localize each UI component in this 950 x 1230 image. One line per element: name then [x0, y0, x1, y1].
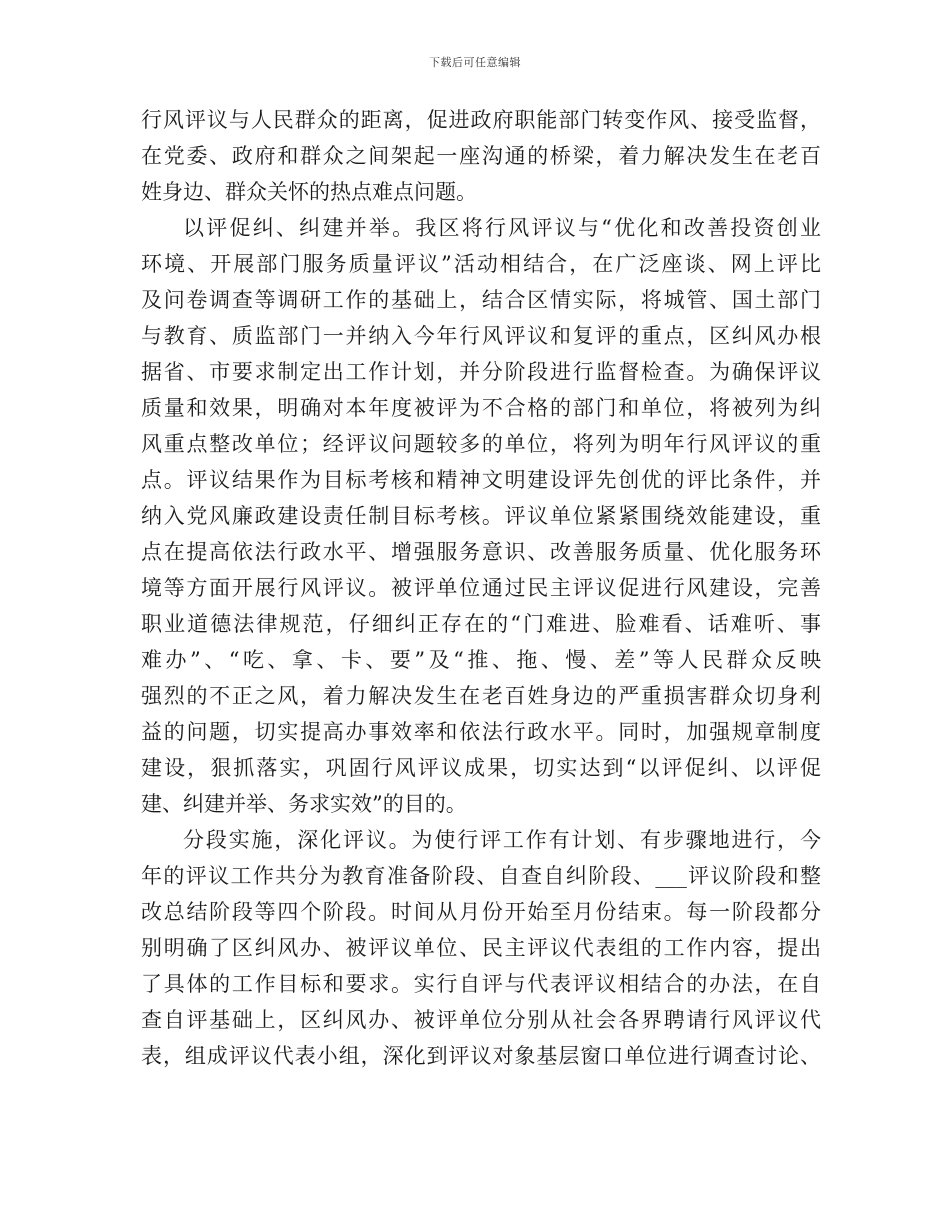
text-line: 表，组成评议代表小组，深化到评议对象基层窗口单位进行调查讨论、: [141, 1044, 821, 1068]
text-line: 强烈的不正之风，着力解决发生在老百姓身边的严重损害群众切身利: [141, 684, 821, 708]
text-line: 点。评议结果作为目标考核和精神文明建设评先创优的评比条件，并: [141, 468, 821, 492]
text-line: 建、纠建并举、务求实效”的目的。: [141, 792, 467, 816]
text-line: 与教育、质监部门一并纳入今年行风评议和复评的重点，区纠风办根: [141, 324, 821, 348]
text-line: 查自评基础上，区纠风办、被评单位分别从社会各界聘请行风评议代: [141, 1008, 821, 1032]
text-line: 改总结阶段等四个阶段。时间从月份开始至月份结束。每一阶段都分: [141, 900, 821, 924]
text-line: 行风评议与人民群众的距离，促进政府职能部门转变作风、接受监督，: [141, 108, 821, 132]
text-line: 了具体的工作目标和要求。实行自评与代表评议相结合的办法，在自: [141, 972, 821, 996]
text-line: 环境、开展部门服务质量评议”活动相结合，在广泛座谈、网上评比: [141, 252, 821, 276]
text-line: 境等方面开展行风评议。被评单位通过民主评议促进行风建设，完善: [141, 576, 821, 600]
text-line: 质量和效果，明确对本年度被评为不合格的部门和单位，将被列为纠: [141, 396, 821, 420]
text-line: 年的评议工作共分为教育准备阶段、自查自纠阶段、___评议阶段和整: [141, 864, 821, 888]
text-line: 建设，狠抓落实，巩固行风评议成果，切实达到“以评促纠、以评促: [141, 756, 821, 780]
text-line: 点在提高依法行政水平、增强服务意识、改善服务质量、优化服务环: [141, 540, 821, 564]
text-line: 风重点整改单位；经评议问题较多的单位，将列为明年行风评议的重: [141, 432, 821, 456]
text-line: 及问卷调查等调研工作的基础上，结合区情实际，将城管、国土部门: [141, 288, 821, 312]
text-line: 纳入党风廉政建设责任制目标考核。评议单位紧紧围绕效能建设，重: [141, 504, 821, 528]
document-body: [141, 102, 821, 1074]
text-line: 据省、市要求制定出工作计划，并分阶段进行监督检查。为确保评议: [141, 360, 821, 384]
text-line: 在党委、政府和群众之间架起一座沟通的桥梁，着力解决发生在老百: [141, 144, 821, 168]
text-line: 益的问题，切实提高办事效率和依法行政水平。同时，加强规章制度: [141, 720, 821, 744]
text-line: 职业道德法律规范，仔细纠正存在的“门难进、脸难看、话难听、事: [141, 612, 821, 636]
text-line: 以评促纠、纠建并举。我区将行风评议与“优化和改善投资创业: [183, 216, 821, 240]
text-line: 别明确了区纠风办、被评议单位、民主评议代表组的工作内容，提出: [141, 936, 821, 960]
text-line: 分段实施，深化评议。为使行评工作有计划、有步骤地进行，今: [183, 828, 821, 852]
text-line: 难办”、“吃、拿、卡、要”及“推、拖、慢、差”等人民群众反映: [141, 648, 821, 672]
text-line: 姓身边、群众关怀的热点难点问题。: [141, 180, 477, 204]
page-header: 下载后可任意编辑: [429, 56, 521, 69]
